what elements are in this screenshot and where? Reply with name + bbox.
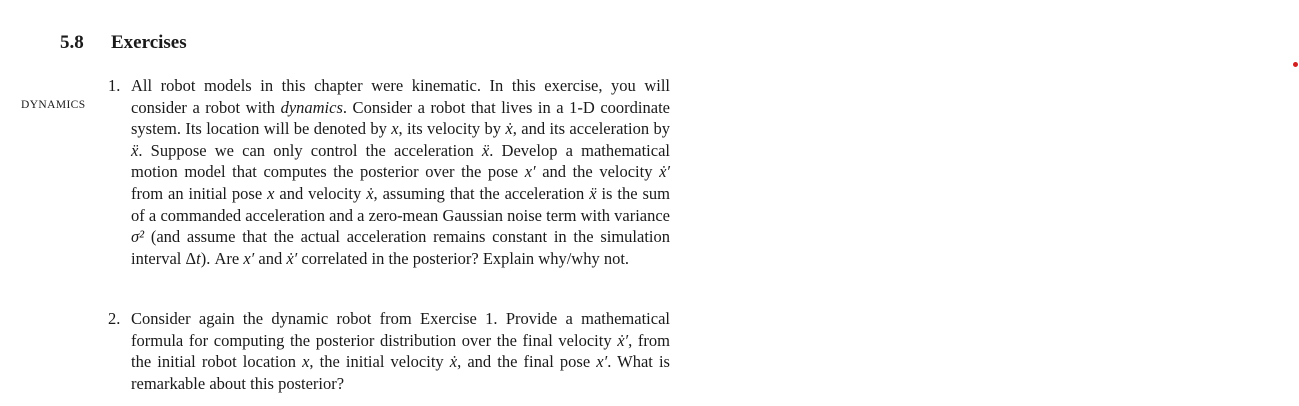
math-symbol: σ² (131, 227, 145, 247)
math-symbol: ẍ (589, 183, 597, 203)
exercise-number: 2. (108, 309, 121, 328)
text-segment: , its velocity by (398, 119, 506, 139)
margin-note: DYNAMICS (21, 99, 86, 111)
text-segment: , from the initial robot location (131, 330, 670, 372)
exercise-2 (108, 308, 670, 394)
text-segment: , the initial velocity (309, 352, 450, 372)
text-segment: , assuming that the acceleration (373, 183, 590, 203)
text-segment: and (254, 248, 287, 268)
math-symbol: ẍ (131, 140, 139, 160)
text-segment: and the velocity (535, 162, 660, 182)
emphasis-dynamics: dynamics (280, 97, 343, 117)
text-segment: correlated in the posterior? Explain why/why not. (297, 248, 630, 268)
math-symbol: x (302, 352, 310, 372)
math-symbol: x′ (524, 162, 536, 182)
text-segment: ). Are (200, 248, 244, 268)
exercise-text (131, 75, 670, 269)
math-symbol: ẋ (366, 183, 374, 203)
math-symbol: x (267, 183, 275, 203)
section-title: Exercises (111, 32, 187, 53)
text-segment: . Consider a robot that lives in a 1-D coordinate system. Its location will be denoted by (131, 97, 670, 139)
math-symbol: ẋ′ (659, 162, 670, 182)
text-segment: , and the final pose (457, 352, 597, 372)
math-symbol: x′ (243, 248, 255, 268)
math-symbol: x′ (596, 352, 608, 372)
math-symbol: ẋ (505, 119, 513, 139)
exercise-1 (108, 75, 670, 269)
text-segment: . What is remarkable about this posterior? (131, 352, 670, 393)
math-symbol: ẋ′ (617, 330, 629, 350)
math-symbol: ẋ′ (286, 248, 298, 268)
text-segment: is the sum of a commanded acceleration and a zero-mean Gaussian noise term with variance (131, 183, 670, 225)
section-number: 5.8 (60, 32, 84, 53)
text-segment: and velocity (274, 183, 367, 203)
exercise-text (131, 308, 670, 394)
red-mark-dot (1293, 62, 1298, 67)
math-symbol: x (391, 119, 399, 139)
text-segment: All robot models in this chapter were kinematic. In this exercise, you will consider a robot with (131, 76, 670, 117)
text-segment: Consider again the dynamic robot from Exercise 1. Provide a mathematical formula for computing the posterior distribution over the final velocity (131, 309, 670, 350)
math-symbol: ẋ (449, 352, 458, 372)
math-symbol: ẍ (481, 140, 490, 160)
text-segment: , and its acceleration by (512, 119, 670, 139)
text-segment: from an initial pose (131, 183, 268, 203)
math-symbol: t (196, 248, 201, 268)
text-segment: (and assume that the actual acceleration remains constant in the simulation interval Δ (131, 227, 670, 268)
text-segment: . Develop a mathematical motion model that computes the posterior over the pose (131, 140, 671, 182)
exercise-number: 1. (108, 76, 121, 95)
text-segment: . Suppose we can only control the acceleration (138, 140, 482, 160)
